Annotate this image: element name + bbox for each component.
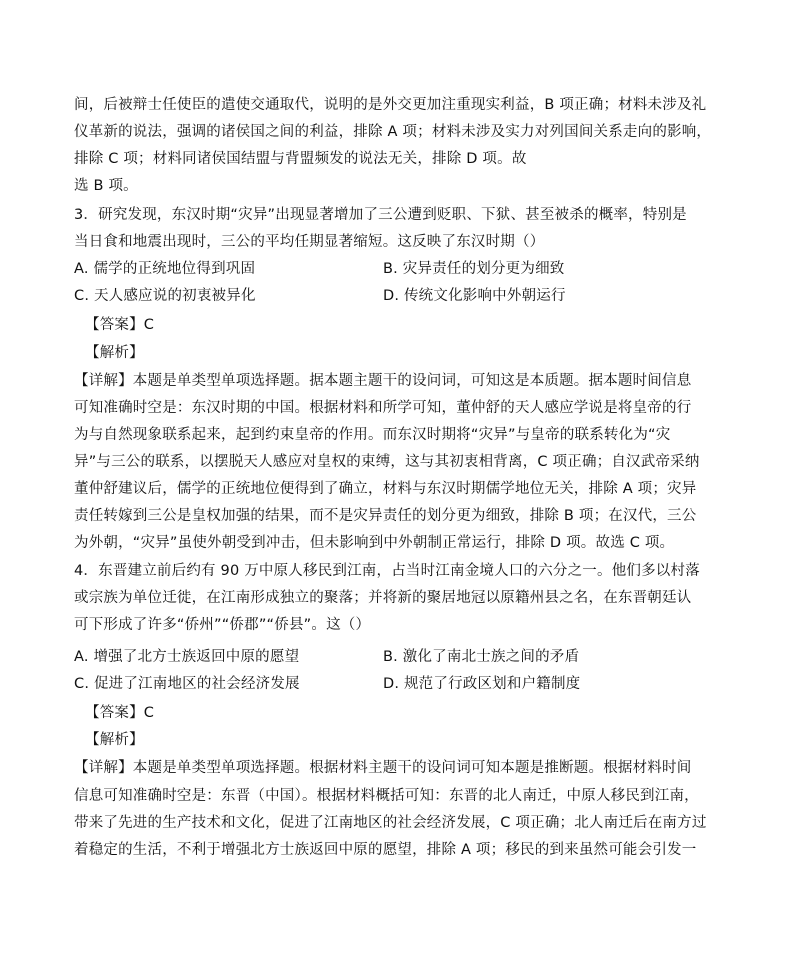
question-3-stem: 3．研究发现，东汉时期“灾异”出现显著增加了三公遭到贬职、下狱、甚至被杀的概率，特别是 bbox=[74, 207, 687, 223]
q3-option-d: D. 传统文化影响中外朝运行 bbox=[383, 288, 566, 304]
q3-option-c: C. 天人感应说的初衷被异化 bbox=[74, 288, 256, 304]
q3-detail-line: 异”与三公的联系，以摆脱天人感应对皇权的束缚，这与其初衷相背离，C 项正确；自汉武帝采纳 bbox=[74, 454, 700, 470]
q3-detail-line: 可知准确时空是：东汉时期的中国。根据材料和所学可知，董仲舒的天人感应学说是将皇帝的行 bbox=[74, 400, 692, 416]
question-4-stem: 4．东晋建立前后约有 90 万中原人移民到江南，占当时江南金境人口的六分之一。他们多以村落 bbox=[74, 563, 700, 579]
q3-analysis-label: 【解析】 bbox=[85, 345, 144, 361]
q4-analysis-label: 【解析】 bbox=[85, 732, 144, 748]
question-4-stem: 或宗族为单位迁徙，在江南形成独立的聚落；并将新的聚居地冠以原籍州县之名，在东晋朝廷认 bbox=[74, 590, 692, 606]
q4-detail-line: 信息可知准确时空是：东晋（中国）。根据材料概括可知：东晋的北人南迁，中原人移民到江南， bbox=[74, 788, 699, 804]
q3-answer: 【答案】C bbox=[85, 317, 155, 333]
q4-option-d: D. 规范了行政区划和户籍制度 bbox=[383, 676, 581, 692]
q4-option-a: A. 增强了北方士族返回中原的愿望 bbox=[74, 649, 300, 665]
question-3-stem: 当日食和地震出现时，三公的平均任期显著缩短。这反映了东汉时期（） bbox=[74, 234, 545, 250]
q3-option-b: B. 灾异责任的划分更为细致 bbox=[383, 261, 565, 277]
q3-detail-line: 为外朝，“灾异”虽使外朝受到冲击，但未影响到中外朝制正常运行，排除 D 项。故选 C 项。 bbox=[74, 535, 675, 551]
q4-detail-line: 带来了先进的生产技术和文化，促进了江南地区的社会经济发展，C 项正确；北人南迁后在南方过 bbox=[74, 815, 707, 831]
paragraph-line: 选 B 项。 bbox=[74, 178, 138, 194]
q3-option-a: A. 儒学的正统地位得到巩固 bbox=[74, 261, 256, 277]
q3-detail-line: 董仲舒建议后，儒学的正统地位便得到了确立，材料与东汉时期儒学地位无关，排除 A 项；灾异 bbox=[74, 481, 697, 497]
q4-option-c: C. 促进了江南地区的社会经济发展 bbox=[74, 676, 300, 692]
q3-detail-line: 【详解】本题是单类型单项选择题。据本题主题干的设问词，可知这是本质题。据本题时间信息 bbox=[74, 373, 692, 389]
q3-detail-line: 责任转嫁到三公是皇权加强的结果，而不是灾异责任的划分更为细致，排除 B 项；在汉代，三公 bbox=[74, 508, 697, 524]
q4-detail-line: 着稳定的生活，不利于增强北方士族返回中原的愿望，排除 A 项；移民的到来虽然可能会引发一 bbox=[74, 842, 697, 858]
paragraph-line: 仪革新的说法，强调的诸侯国之间的利益，排除 A 项；材料未涉及实力对列国间关系走向的影响， bbox=[74, 124, 712, 140]
q4-option-b: B. 激化了南北士族之间的矛盾 bbox=[383, 649, 580, 665]
paragraph-line: 间，后被辩士任使臣的遣使交通取代，说明的是外交更加注重现实利益，B 项正确；材料未涉及礼 bbox=[74, 97, 707, 113]
q4-answer: 【答案】C bbox=[85, 705, 155, 721]
paragraph-line: 排除 C 项；材料同诸侯国结盟与背盟频发的说法无关，排除 D 项。故 bbox=[74, 151, 527, 167]
q4-detail-line: 【详解】本题是单类型单项选择题。根据材料主题干的设问词可知本题是推断题。根据材料时间 bbox=[74, 760, 692, 776]
question-4-stem: 可下形成了许多“侨州”“侨郡”“侨县”。这（） bbox=[74, 617, 371, 633]
q3-detail-line: 为与自然现象联系起来，起到约束皇帝的作用。而东汉时期将“灾异”与皇帝的联系转化为“灾 bbox=[74, 427, 671, 443]
